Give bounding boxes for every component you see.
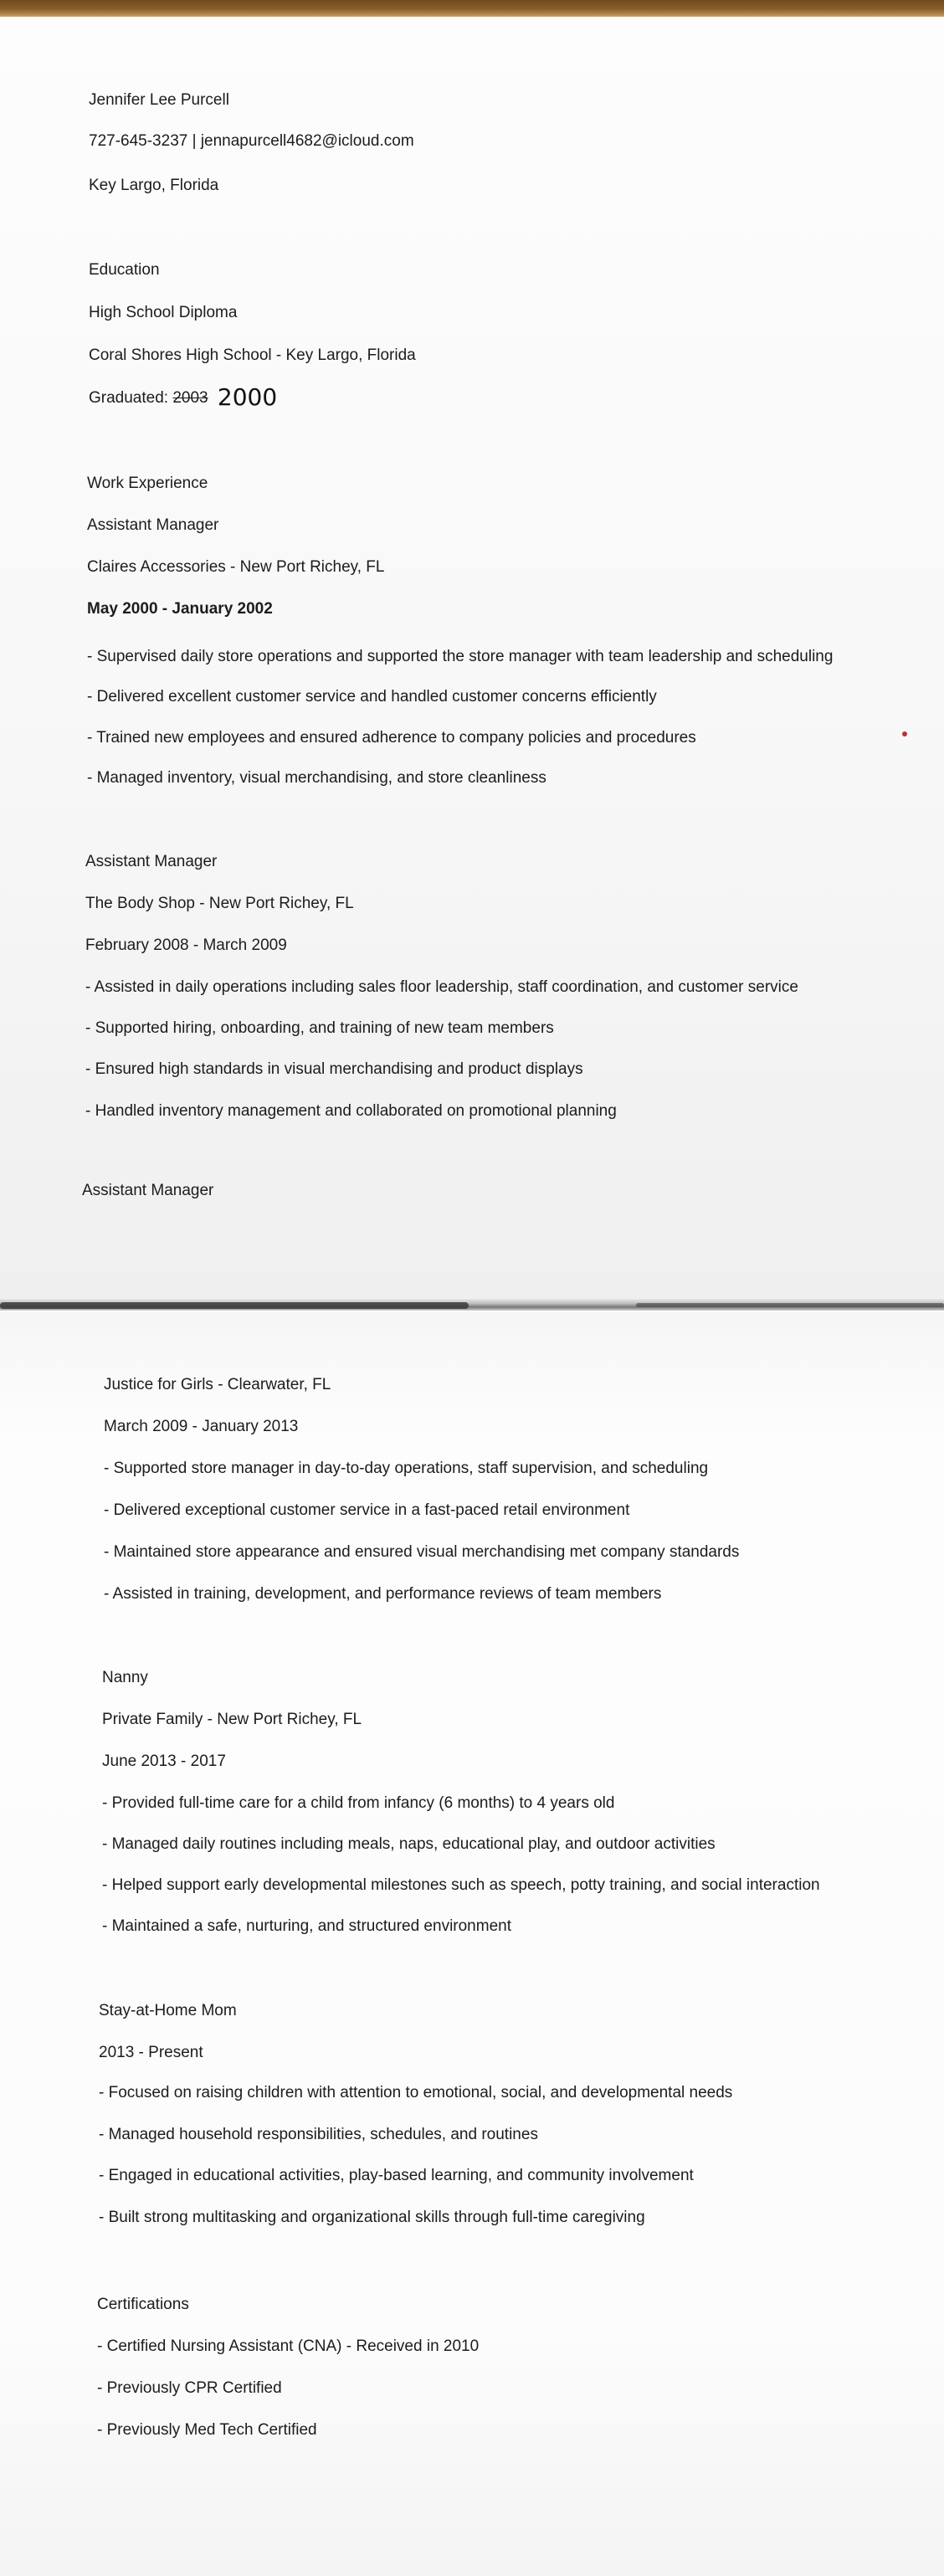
graduated-struck-year: 2003	[172, 389, 208, 407]
certifications-heading: Certifications	[97, 2296, 189, 2313]
job-bullet: - Maintained a safe, nurturing, and structured environment	[102, 1917, 511, 1935]
job-company: Private Family - New Port Richey, FL	[102, 1711, 362, 1728]
job-bullet: - Focused on raising children with attention to emotional, social, and developmental needs	[99, 2084, 733, 2101]
job-bullet: - Supervised daily store operations and supported the store manager with team leadership and scheduling	[87, 648, 834, 665]
certification-item: - Previously Med Tech Certified	[97, 2421, 317, 2439]
graduated-handwritten-year: 2000	[217, 383, 278, 411]
job-bullet: - Delivered excellent customer service and handled customer concerns efficiently	[87, 688, 657, 706]
certification-item: - Previously CPR Certified	[97, 2379, 282, 2397]
job-bullet: - Engaged in educational activities, play-based learning, and community involvement	[99, 2167, 694, 2184]
job-bullet: - Ensured high standards in visual merchandising and product displays	[85, 1060, 583, 1078]
job-title: Nanny	[102, 1669, 148, 1686]
location: Key Largo, Florida	[89, 177, 219, 194]
job-company: The Body Shop - New Port Richey, FL	[85, 895, 354, 912]
job-bullet: - Provided full-time care for a child from infancy (6 months) to 4 years old	[102, 1794, 615, 1812]
job-title: Assistant Manager	[87, 516, 219, 534]
job-bullet: - Handled inventory management and collaborated on promotional planning	[85, 1102, 617, 1120]
resume-name: Jennifer Lee Purcell	[89, 91, 229, 109]
job-bullet: - Built strong multitasking and organizational skills through full-time caregiving	[99, 2209, 645, 2226]
job-bullet: - Managed daily routines including meals, naps, educational play, and outdoor activities	[102, 1835, 716, 1853]
education-graduated	[89, 383, 278, 411]
job-bullet: - Supported store manager in day-to-day operations, staff supervision, and scheduling	[104, 1460, 709, 1477]
job-company: Claires Accessories - New Port Richey, FL	[87, 558, 385, 576]
job-company: Justice for Girls - Clearwater, FL	[104, 1376, 331, 1393]
education-heading: Education	[89, 261, 160, 279]
job-bullet: - Maintained store appearance and ensured visual merchandising met company standards	[104, 1543, 740, 1561]
job-bullet: - Managed inventory, visual merchandising, and store cleanliness	[87, 769, 546, 787]
certification-item: - Certified Nursing Assistant (CNA) - Received in 2010	[97, 2337, 480, 2355]
page-seam-shadow	[0, 1302, 469, 1309]
job-dates: February 2008 - March 2009	[85, 936, 287, 954]
job-bullet: - Assisted in daily operations including sales floor leadership, staff coordination, and customer service	[85, 978, 798, 996]
education-school: Coral Shores High School - Key Largo, Florida	[89, 346, 416, 364]
job-bullet: - Managed household responsibilities, schedules, and routines	[99, 2126, 538, 2143]
contact-line: 727-645-3237 | jennapurcell4682@icloud.com	[89, 132, 414, 150]
job-dates: June 2013 - 2017	[102, 1752, 226, 1770]
job-dates: March 2009 - January 2013	[104, 1418, 299, 1435]
job-bullet: - Assisted in training, development, and performance reviews of team members	[104, 1585, 662, 1603]
job-bullet: - Helped support early developmental milestones such as speech, potty training, and social interaction	[102, 1876, 820, 1894]
graduated-label: Graduated:	[89, 389, 169, 407]
job-title: Stay-at-Home Mom	[99, 2002, 237, 2019]
ink-mark	[902, 731, 907, 736]
job-dates: May 2000 - January 2002	[87, 600, 273, 618]
job-bullet: - Trained new employees and ensured adherence to company policies and procedures	[87, 729, 696, 747]
job-dates: 2013 - Present	[99, 2044, 203, 2061]
job-bullet: - Supported hiring, onboarding, and training of new team members	[85, 1019, 554, 1037]
education-degree: High School Diploma	[89, 304, 238, 321]
work-heading: Work Experience	[87, 475, 208, 492]
job-bullet: - Delivered exceptional customer service in a fast-paced retail environment	[104, 1501, 630, 1519]
job-title: Assistant Manager	[85, 853, 218, 870]
page-seam-shadow	[636, 1303, 944, 1307]
job-title: Assistant Manager	[82, 1182, 214, 1199]
